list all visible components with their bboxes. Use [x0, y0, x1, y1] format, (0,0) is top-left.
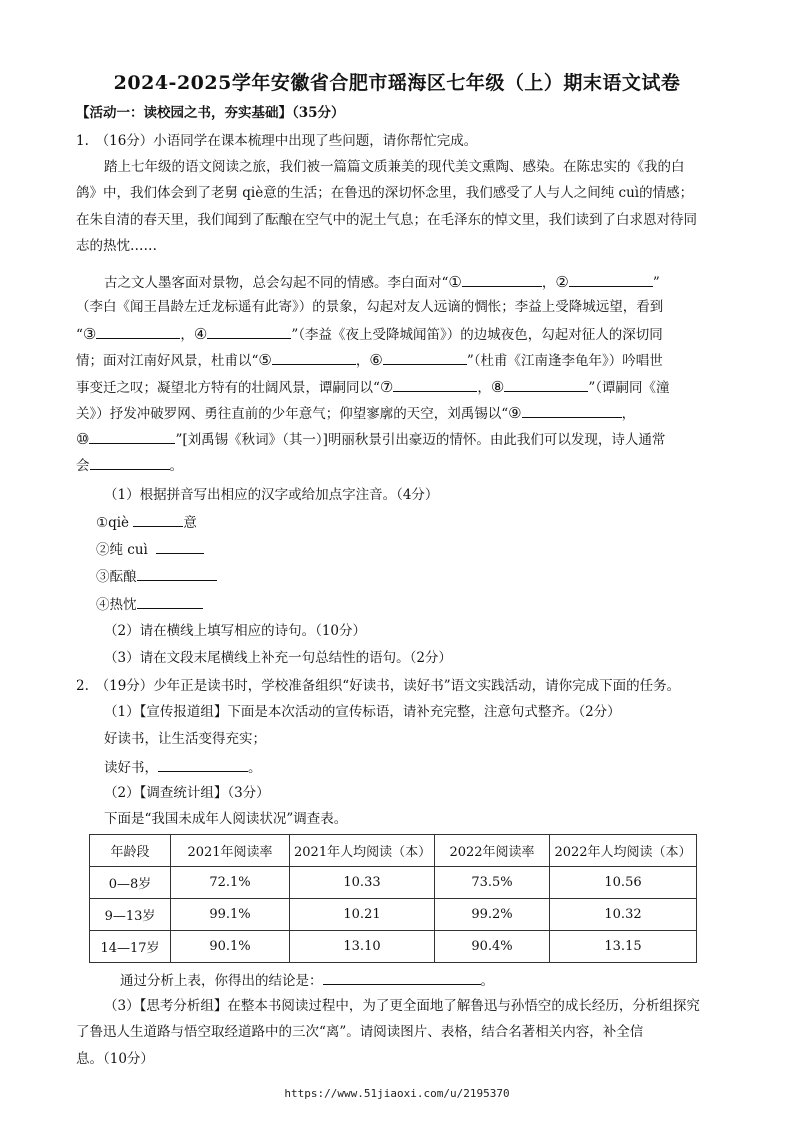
table-intro: 下面是“我国未成年人阅读状况”调查表。 — [104, 811, 348, 827]
table-row — [90, 899, 697, 931]
table-cell: 10.56 — [550, 867, 697, 899]
table-cell: 10.33 — [290, 867, 435, 899]
pinyin-blank-4[interactable] — [137, 594, 203, 609]
pinyin-blank-2[interactable] — [156, 539, 204, 554]
table-conclusion: 通过分析上表，你得出的结论是： 。 — [120, 970, 494, 990]
slogan-line-2: 读好书， 。 — [104, 757, 262, 777]
text-segment: （谭嗣同《潼 — [595, 380, 670, 396]
summary-blank[interactable] — [90, 455, 170, 470]
text-segment: 古之文人墨客面对景物，总会勾起不同的情感。李白面对“ — [104, 275, 449, 291]
blank-6[interactable] — [383, 350, 467, 365]
blank-marker-3: ③ — [82, 325, 97, 343]
table-cell: 10.32 — [550, 899, 697, 931]
text-segment: 通过分析上表，你得出的结论是： — [120, 973, 323, 989]
blank-1[interactable] — [462, 272, 542, 287]
table-cell: 13.10 — [290, 931, 435, 963]
q1-para2-line7: ⑩ ”[刘禹锡《秋词》（其一）]明丽秋景引出豪迈的情怀。由此我们可以发现，诗人通常 — [76, 430, 666, 448]
pinyin-blank-1[interactable] — [133, 512, 183, 527]
text-segment: （杜甫《江南逢李龟年》）吟唱世 — [473, 353, 663, 369]
pinyin-tail: 意 — [183, 515, 197, 531]
footer-url: https://www.51jiaoxi.com/u/2195370 — [284, 1087, 510, 1100]
blank-marker-4: ④ — [193, 325, 208, 343]
table-row — [90, 867, 697, 899]
table-header: 2022年人均阅读（本） — [550, 835, 697, 867]
text-segment: 事变迁之叹；凝望北方特有的壮阔风景，谭嗣同以“ — [76, 380, 380, 396]
pinyin-label: ②纯 cuì — [96, 542, 148, 558]
section-heading: 【活动一：读校园之书，夯实基础】（35分） — [76, 105, 345, 121]
pinyin-label: ①qiè — [96, 515, 130, 531]
q1-sub1: （1）根据拼音写出相应的汉字或给加点字注音。（4分） — [104, 487, 439, 503]
blank-5[interactable] — [272, 350, 356, 365]
q2-sub2: （2）【调查统计组】（3分） — [104, 785, 270, 801]
pinyin-item-2 — [96, 539, 204, 559]
blank-8[interactable] — [504, 377, 588, 392]
blank-7[interactable] — [393, 377, 477, 392]
q1-para2-line6: 关》）抒发冲破罗网、勇往直前的少年意气；仰望寥廓的天空，刘禹锡以“⑨ ， — [76, 404, 636, 422]
blank-marker-7: ⑦ — [379, 378, 394, 396]
pinyin-item-1 — [96, 512, 197, 532]
text-segment: （李益《夜上受降城闻笛》）的边城夜色，勾起对征人的深切同 — [298, 327, 663, 343]
table-header-row — [90, 835, 697, 867]
blank-9[interactable] — [522, 403, 622, 418]
table-cell: 90.1% — [171, 931, 290, 963]
table-cell: 14—17岁 — [90, 931, 171, 963]
table-cell: 13.15 — [550, 931, 697, 963]
text-segment: 读好书， — [104, 760, 158, 776]
pinyin-label: ④热忱 — [96, 597, 137, 613]
q1-para2-line5: 事变迁之叹；凝望北方特有的壮阔风景，谭嗣同以“⑦ ，⑧ ”（谭嗣同《潼 — [76, 378, 670, 396]
q2-sub3-line1: （3）【思考分析组】在整本书阅读过程中，为了更全面地了解鲁迅与孙悟空的成长经历，分析组探究 — [104, 998, 700, 1014]
text-segment: 情；面对江南好风景，杜甫以“ — [76, 353, 259, 369]
table-cell: 9—13岁 — [90, 899, 171, 931]
q1-para2-line3: “③ ，④ ”（李益《夜上受降城闻笛》）的边城夜色，勾起对征人的深切同 — [76, 325, 663, 343]
table-cell: 10.21 — [290, 899, 435, 931]
q1-stem: 1. （16分）小语同学在课本梳理中出现了些问题，请你帮忙完成。 — [76, 133, 478, 149]
table-header: 2022年阅读率 — [435, 835, 550, 867]
text-segment: 会 — [76, 458, 90, 474]
q1-para1-line3: 在朱自清的春天里，我们闻到了酝酿在空气中的泥土气息；在毛泽东的悼文里，我们读到了白求恩对待同 — [76, 212, 697, 228]
q1-sub2: （2）请在横线上填写相应的诗句。（10分） — [104, 623, 367, 639]
blank-marker-5: ⑤ — [258, 351, 272, 369]
table-cell: 99.1% — [171, 899, 290, 931]
blank-marker-10: ⑩ — [76, 430, 90, 448]
reading-survey-table — [89, 834, 697, 963]
exam-title: 2024-2025学年安徽省合肥市瑶海区七年级（上）期末语文试卷 — [113, 72, 681, 94]
q1-para2-line8: 会 。 — [76, 455, 183, 475]
blank-10[interactable] — [89, 429, 175, 444]
q1-para2-line2: （李白《闻王昌龄左迁龙标遥有此寄》）的景象，勾起对友人远谪的惆怅；李益上受降城远望，看到 — [76, 299, 664, 315]
blank-marker-9: ⑨ — [508, 404, 522, 422]
q2-sub1: （1）【宣传报道组】下面是本次活动的宣传标语，请补充完整，注意句式整齐。（2分） — [104, 704, 621, 720]
pinyin-item-3 — [96, 566, 217, 586]
q1-para2-line1: 古之文人墨客面对景物，总会勾起不同的情感。李白面对“① ，② ” — [104, 273, 660, 291]
table-header: 2021年阅读率 — [171, 835, 290, 867]
pinyin-item-4 — [96, 594, 203, 614]
table-header: 2021年人均阅读（本） — [290, 835, 435, 867]
table-cell: 73.5% — [435, 867, 550, 899]
q1-para1-line4: 志的热忱…… — [76, 238, 157, 254]
table-header: 年龄段 — [90, 835, 171, 867]
table-cell: 0—8岁 — [90, 867, 171, 899]
pinyin-blank-3[interactable] — [137, 566, 217, 581]
q1-para2-line4: 情；面对江南好风景，杜甫以“⑤ ，⑥ ”（杜甫《江南逢李龟年》）吟唱世 — [76, 351, 663, 369]
q1-para1-line2: 鸽》中，我们体会到了老舅 qiè意的生活；在鲁迅的深切怀念里，我们感受了人与人之间纯 cuì的情感； — [76, 185, 694, 201]
q2-sub3-line3: 息。（10分） — [76, 1051, 154, 1067]
table-row — [90, 931, 697, 963]
blank-3[interactable] — [96, 324, 180, 339]
pinyin-label: ③酝酿 — [96, 569, 137, 585]
text-segment: [刘禹锡《秋词》（其一）]明丽秋景引出豪迈的情怀。由此我们可以发现，诗人通常 — [182, 432, 666, 448]
blank-marker-1: ① — [448, 273, 462, 291]
table-cell: 72.1% — [171, 867, 290, 899]
blank-marker-6: ⑥ — [369, 351, 383, 369]
blank-4[interactable] — [207, 324, 291, 339]
blank-marker-2: ② — [555, 273, 569, 291]
table-cell: 90.4% — [435, 931, 550, 963]
q2-stem: 2. （19分）少年正是读书时，学校准备组织“好读书，读好书”语文实践活动，请你完成下面的任务。 — [76, 678, 681, 694]
blank-2[interactable] — [569, 272, 653, 287]
slogan-line-1: 好读书，让生活变得充实； — [104, 731, 266, 747]
text-segment: 关》）抒发冲破罗网、勇往直前的少年意气；仰望寥廓的天空，刘禹锡以“ — [76, 406, 509, 422]
slogan-blank[interactable] — [158, 757, 248, 772]
blank-marker-8: ⑧ — [490, 378, 505, 396]
conclusion-blank[interactable] — [323, 970, 481, 985]
q1-para1-line1: 踏上七年级的语文阅读之旅，我们被一篇篇文质兼美的现代美文熏陶、感染。在陈忠实的《我的白 — [104, 159, 685, 175]
q1-sub3: （3）请在文段末尾横线上补充一句总结性的语句。（2分） — [104, 650, 452, 666]
q2-sub3-line2: 了鲁迅人生道路与悟空取经道路中的三次“离”。请阅读图片、表格，结合名著相关内容，补全信 — [76, 1024, 644, 1040]
table-cell: 99.2% — [435, 899, 550, 931]
